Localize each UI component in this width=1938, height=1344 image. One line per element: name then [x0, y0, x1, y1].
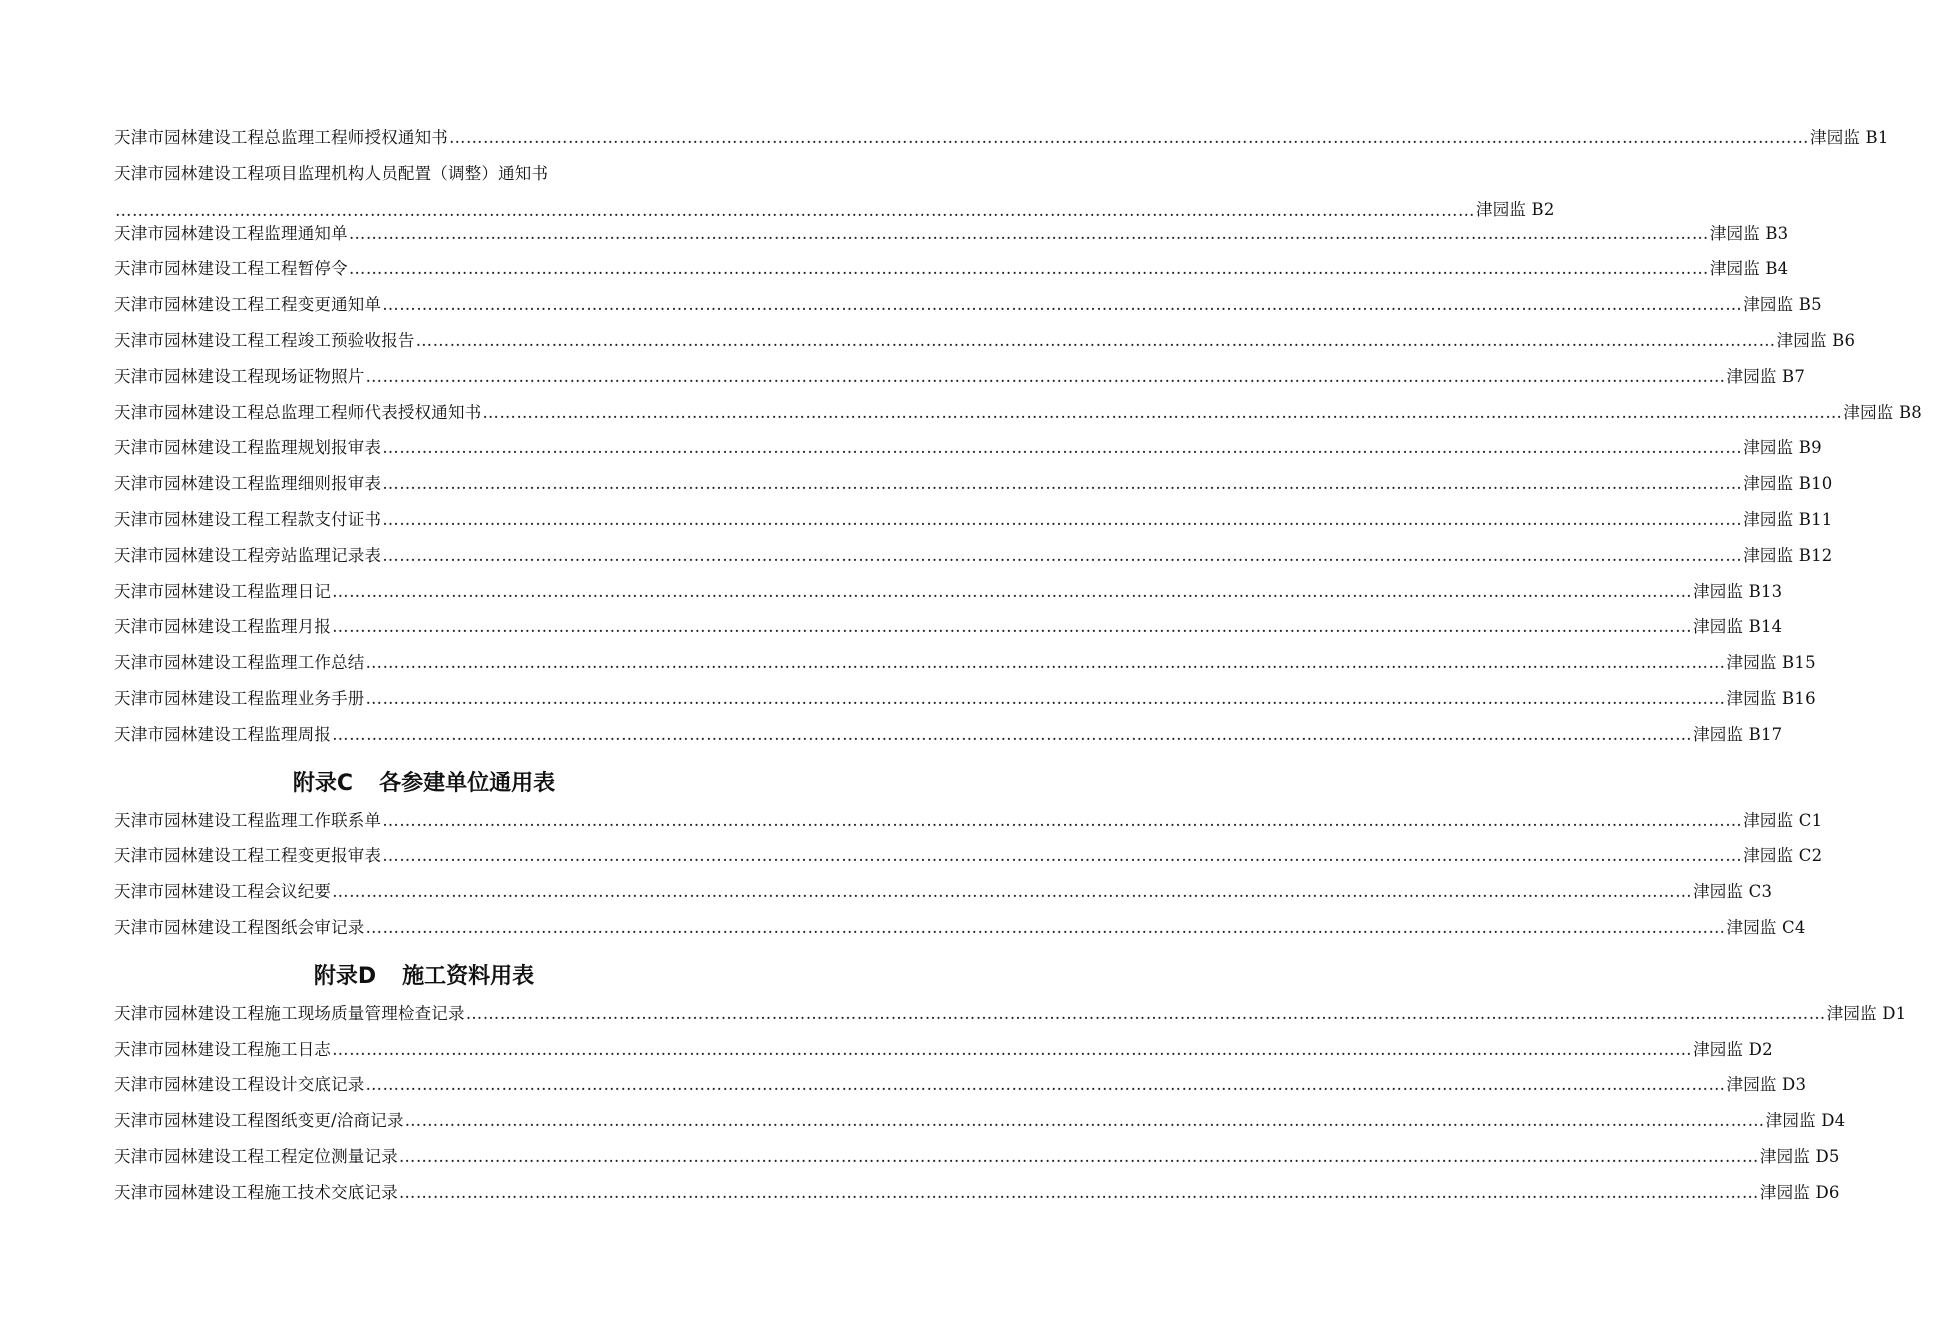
dot-leader: …………………………………………………………………………………………………………………………………………………………………………………………………………………… [365, 688, 1726, 708]
toc-entry-code: 津园监 B6 [1776, 330, 1856, 350]
toc-entry-code: 津园监 C4 [1726, 917, 1806, 937]
toc-entry-title: 天津市园林建设工程工程变更报审表 [114, 846, 382, 866]
toc-entry-title: 天津市园林建设工程工程定位测量记录 [114, 1146, 398, 1166]
toc-entry-title: 天津市园林建设工程施工日志 [114, 1039, 332, 1059]
toc-entry-title-line [114, 160, 764, 184]
toc-entry [114, 434, 1822, 470]
section-heading-title: 各参建单位通用表 [379, 771, 556, 797]
dot-leader: …………………………………………………………………………………………………………………………………………………………………………………………………………………… [382, 474, 1743, 494]
toc-entry-title: 天津市园林建设工程工程款支付证书 [114, 509, 382, 529]
toc-entry [114, 914, 1806, 950]
toc-entry-title: 天津市园林建设工程监理通知单 [114, 223, 348, 243]
toc-entry-code: 津园监 B11 [1743, 509, 1833, 529]
toc-entry-code: 津园监 D1 [1826, 1003, 1907, 1023]
dot-leader: …………………………………………………………………………………………………………………………………………………………………………………………………………………… [365, 653, 1726, 673]
dot-leader: …………………………………………………………………………………………………………………………………………………………………………………………………………………… [115, 200, 1475, 220]
toc-entry [114, 685, 1816, 721]
toc-entry-title: 天津市园林建设工程施工现场质量管理检查记录 [114, 1003, 465, 1023]
dot-leader: …………………………………………………………………………………………………………………………………………………………………………………………………………………… [382, 545, 1743, 565]
toc-entry [114, 578, 1783, 614]
toc-entry-code: 津园监 B2 [1476, 199, 1555, 219]
toc-entry-title: 天津市园林建设工程总监理工程师授权通知书 [114, 128, 448, 147]
toc-entry [114, 470, 1833, 506]
toc-entry [114, 1036, 1773, 1072]
toc-section-b [114, 124, 1922, 757]
toc-entry-code: 津园监 B10 [1743, 474, 1833, 494]
toc-entry-code: 津园监 B7 [1726, 366, 1806, 386]
dot-leader: …………………………………………………………………………………………………………………………………………………………………………………………………………………… [382, 810, 1743, 830]
toc-entry-title: 天津市园林建设工程总监理工程师代表授权通知书 [114, 402, 482, 422]
toc-entry-code: 津园监 B12 [1743, 545, 1833, 565]
toc-entry-code: 津园监 B5 [1743, 295, 1822, 315]
toc-entry-code: 津园监 D2 [1693, 1039, 1773, 1059]
section-heading-title: 施工资料用表 [402, 964, 535, 990]
toc-entry-title: 天津市园林建设工程监理规划报审表 [114, 438, 382, 458]
toc-entry-code: 津园监 C1 [1743, 810, 1823, 830]
dot-leader: …………………………………………………………………………………………………………………………………………………………………………………………………………………… [482, 402, 1843, 422]
dot-leader: …………………………………………………………………………………………………………………………………………………………………………………………………………………… [365, 1075, 1726, 1095]
dot-leader: …………………………………………………………………………………………………………………………………………………………………………………………………………………… [465, 1003, 1826, 1023]
dot-leader: …………………………………………………………………………………………………………………………………………………………………………………………………………………… [398, 1146, 1759, 1166]
toc-entry-title: 天津市园林建设工程工程变更通知单 [114, 295, 382, 315]
toc-entry [114, 255, 1789, 291]
toc-entry-title: 天津市园林建设工程现场证物照片 [114, 366, 365, 386]
toc-entry-code: 津园监 B9 [1743, 438, 1822, 458]
toc-entry-code: 津园监 B16 [1726, 688, 1816, 708]
toc-entry-code: 津园监 C2 [1743, 846, 1823, 866]
toc-entry-code: 津园监 D3 [1726, 1075, 1807, 1095]
dot-leader: …………………………………………………………………………………………………………………………………………………………………………………………………………………… [332, 1039, 1693, 1059]
toc-entry [114, 220, 1789, 256]
toc-entry-title: 天津市园林建设工程设计交底记录 [114, 1075, 365, 1095]
toc-entry-title: 天津市园林建设工程施工技术交底记录 [114, 1182, 398, 1202]
toc-entry-code-line [114, 184, 1555, 220]
toc-entry-code: 津园监 B13 [1693, 581, 1783, 601]
toc-entry [114, 327, 1856, 363]
dot-leader: …………………………………………………………………………………………………………………………………………………………………………………………………………………… [415, 330, 1776, 350]
toc-entry [114, 1143, 1840, 1179]
toc-entry [114, 1071, 1807, 1107]
toc-entry-code: 津园监 B3 [1709, 223, 1789, 243]
toc-entry-code: 津园监 D6 [1759, 1182, 1840, 1202]
toc-entry-title: 天津市园林建设工程项目监理机构人员配置（调整）通知书 [114, 163, 549, 183]
toc-entry-code: 津园监 B8 [1843, 402, 1922, 422]
dot-leader: …………………………………………………………………………………………………………………………………………………………………………………………………………………… [348, 259, 1709, 279]
section-heading-c [84, 757, 764, 807]
toc-entry-code: 津园监 B17 [1693, 724, 1783, 744]
toc-entry-code: 津园监 B14 [1693, 617, 1783, 637]
toc-entry-title: 天津市园林建设工程旁站监理记录表 [114, 545, 382, 565]
toc-entry [114, 506, 1833, 542]
toc-entry [114, 542, 1833, 578]
toc-entry [114, 649, 1816, 685]
dot-leader: …………………………………………………………………………………………………………………………………………………………………………………………………………………… [332, 617, 1693, 637]
toc-entry-title: 天津市园林建设工程监理细则报审表 [114, 474, 382, 494]
dot-leader: …………………………………………………………………………………………………………………………………………………………………………………………………………………… [332, 882, 1693, 902]
dot-leader: …………………………………………………………………………………………………………………………………………………………………………………………………………………… [382, 509, 1743, 529]
dot-leader: …………………………………………………………………………………………………………………………………………………………………………………………………………………… [404, 1111, 1765, 1131]
dot-leader: …………………………………………………………………………………………………………………………………………………………………………………………………………………… [365, 917, 1726, 937]
toc-entry-code: 津园监 D4 [1765, 1111, 1846, 1131]
toc-entry [114, 399, 1922, 435]
toc-entry-title: 天津市园林建设工程工程暂停令 [114, 259, 348, 279]
toc-entry-title: 天津市园林建设工程监理业务手册 [114, 688, 365, 708]
toc-entry-title: 天津市园林建设工程图纸会审记录 [114, 917, 365, 937]
toc-section-d [114, 950, 1907, 1215]
dot-leader: …………………………………………………………………………………………………………………………………………………………………………………………………………………… [449, 128, 1809, 147]
toc-entry [114, 1000, 1907, 1036]
toc-entry-code: 津园监 B15 [1726, 653, 1816, 673]
toc-entry-title: 天津市园林建设工程监理工作联系单 [114, 810, 382, 830]
dot-leader: …………………………………………………………………………………………………………………………………………………………………………………………………………………… [382, 438, 1743, 458]
section-heading-prefix: 附录C [292, 771, 354, 797]
toc-entry [114, 1179, 1840, 1215]
toc-entry-code: 津园监 C3 [1693, 882, 1773, 902]
toc-entry-title: 天津市园林建设工程会议纪要 [114, 882, 332, 902]
dot-leader: …………………………………………………………………………………………………………………………………………………………………………………………………………………… [398, 1182, 1759, 1202]
toc-entry [114, 878, 1773, 914]
dot-leader: …………………………………………………………………………………………………………………………………………………………………………………………………………………… [348, 223, 1709, 243]
section-heading-prefix: 附录D [313, 964, 377, 990]
toc-entry-code: 津园监 D5 [1759, 1146, 1840, 1166]
toc-entry-code: 津园监 B1 [1810, 128, 1889, 147]
toc-entry [114, 124, 1889, 160]
toc-entry-title: 天津市园林建设工程监理月报 [114, 617, 332, 637]
toc-entry [114, 613, 1783, 649]
toc-page [114, 124, 1922, 1215]
dot-leader: …………………………………………………………………………………………………………………………………………………………………………………………………………………… [365, 366, 1726, 386]
section-heading-d [84, 950, 764, 1000]
toc-entry-code: 津园监 B4 [1709, 259, 1789, 279]
toc-entry-title: 天津市园林建设工程监理工作总结 [114, 653, 365, 673]
toc-entry-title: 天津市园林建设工程监理周报 [114, 724, 332, 744]
dot-leader: …………………………………………………………………………………………………………………………………………………………………………………………………………………… [382, 295, 1743, 315]
toc-entry [114, 721, 1783, 757]
toc-entry-title: 天津市园林建设工程工程竣工预验收报告 [114, 330, 415, 350]
dot-leader: …………………………………………………………………………………………………………………………………………………………………………………………………………………… [382, 846, 1743, 866]
toc-entry [114, 363, 1806, 399]
toc-entry [114, 842, 1823, 878]
toc-section-c [114, 757, 1823, 950]
toc-entry [114, 1107, 1846, 1143]
toc-entry [114, 291, 1822, 327]
dot-leader: …………………………………………………………………………………………………………………………………………………………………………………………………………………… [332, 581, 1693, 601]
dot-leader: …………………………………………………………………………………………………………………………………………………………………………………………………………………… [332, 724, 1693, 744]
toc-entry-title: 天津市园林建设工程监理日记 [114, 581, 332, 601]
toc-entry-title: 天津市园林建设工程图纸变更/洽商记录 [114, 1111, 404, 1131]
toc-entry [114, 807, 1823, 843]
